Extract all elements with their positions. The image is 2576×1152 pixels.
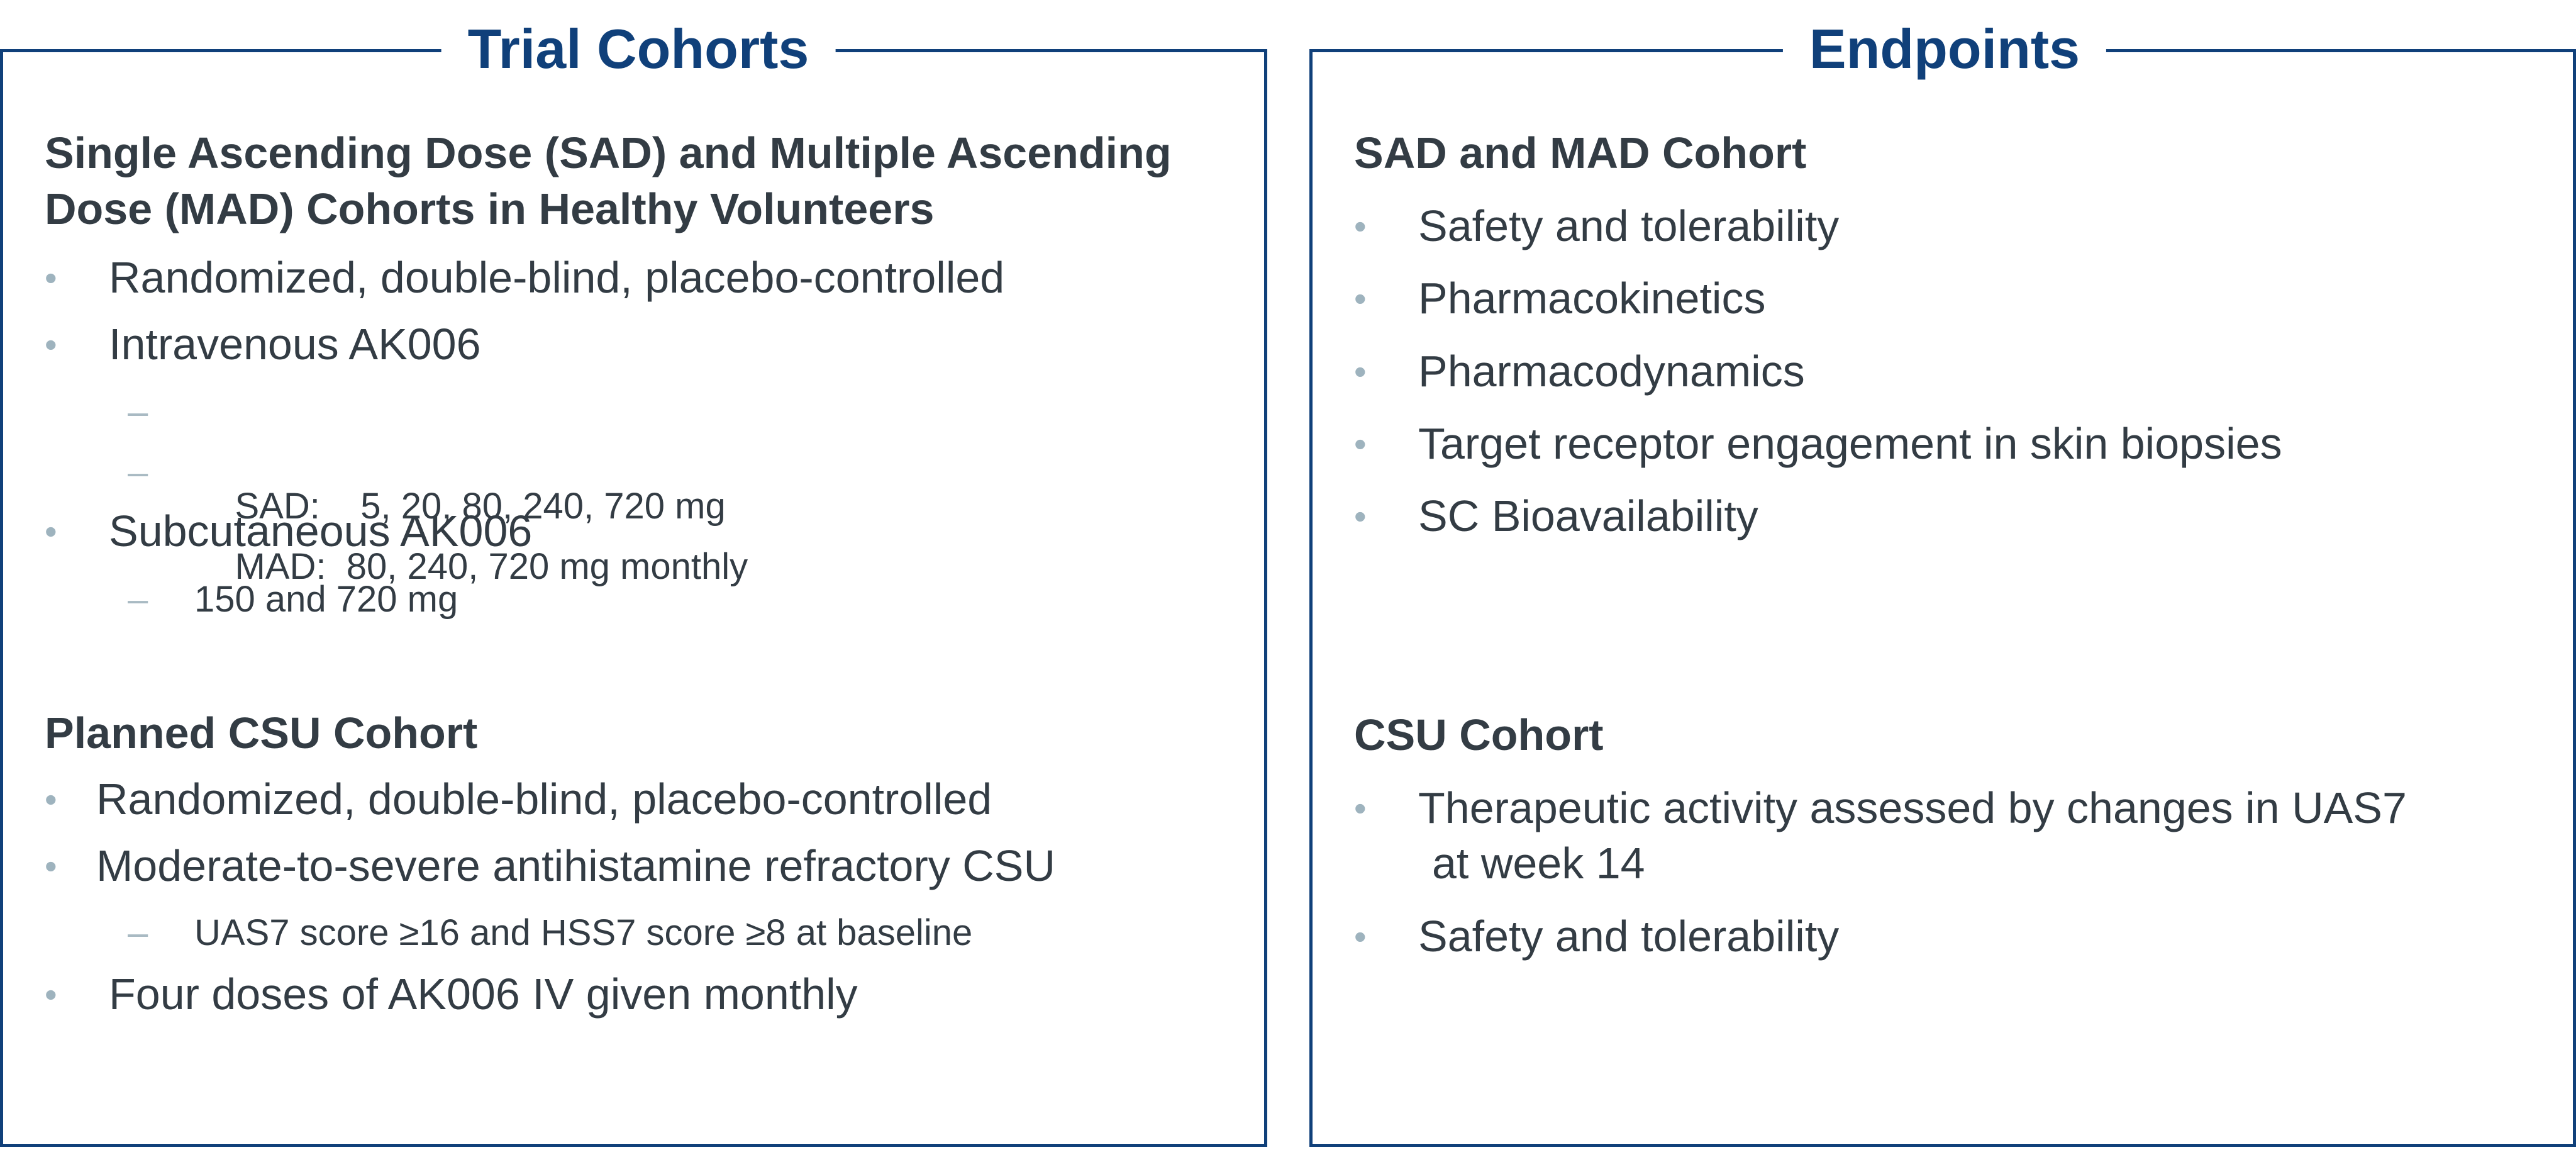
dash-icon: – (128, 391, 148, 432)
list-item-text: Pharmacokinetics (1418, 274, 1766, 323)
list-item-subcutaneous (45, 503, 532, 559)
csu-cohort-heading: CSU Cohort (1354, 710, 1604, 759)
bullet-icon: • (1354, 424, 1367, 464)
sad-mad-heading-line2: Dose (MAD) Cohorts in Healthy Volunteers (45, 184, 935, 233)
list-item-therapeutic-activity (1354, 780, 2407, 836)
list-item-csu-severity (45, 838, 1055, 894)
sad-mad-heading-line1: Single Ascending Dose (SAD) and Multiple Ascending (45, 128, 1172, 177)
dash-icon: – (128, 452, 148, 493)
list-item-csu-randomized (45, 771, 992, 827)
list-item-text: Therapeutic activity assessed by changes in UAS7 (1418, 783, 2407, 832)
trial-cohorts-panel (0, 18, 1267, 1147)
endpoints-panel (1309, 18, 2576, 1147)
bullet-icon: • (1354, 917, 1367, 956)
list-item-pk (1354, 271, 1765, 327)
bullet-icon: • (45, 325, 57, 364)
list-item-text: Safety and tolerability (1418, 912, 1840, 961)
planned-csu-heading: Planned CSU Cohort (45, 708, 478, 758)
list-item-csu-doses (45, 966, 858, 1022)
bullet-icon: • (1354, 206, 1367, 246)
bullet-icon: • (1354, 788, 1367, 828)
list-item-text: Randomized, double-blind, placebo-controlled (109, 253, 1005, 302)
list-item-text: SC Bioavailability (1418, 491, 1758, 540)
list-item-text: Moderate-to-severe antihistamine refractory CSU (96, 841, 1056, 890)
list-item-intravenous (45, 316, 481, 372)
bullet-icon: • (45, 975, 57, 1014)
sub-item-text: 150 and 720 mg (194, 579, 458, 620)
bullet-icon: • (45, 846, 57, 886)
list-item-text: Safety and tolerability (1418, 201, 1840, 250)
bullet-icon: • (1354, 279, 1367, 318)
list-item-text: Four doses of AK006 IV given monthly (109, 970, 858, 1019)
list-item-sc-bioavailability (1354, 488, 1758, 544)
list-item-text: Pharmacodynamics (1418, 347, 1805, 396)
sad-mad-cohort-heading: SAD and MAD Cohort (1354, 128, 1807, 177)
sub-item-text: UAS7 score ≥16 and HSS7 score ≥8 at baseline (194, 912, 973, 953)
endpoints-title: Endpoints (1783, 14, 2106, 84)
trial-cohorts-title: Trial Cohorts (441, 14, 836, 84)
sub-item-csu-scores (128, 909, 972, 956)
list-item-randomized (45, 250, 1004, 306)
list-item-text: Subcutaneous AK006 (109, 506, 533, 556)
list-item-csu-safety (1354, 909, 1839, 965)
list-item-text: Intravenous AK006 (109, 320, 481, 369)
bullet-icon: • (45, 258, 57, 298)
dash-icon: – (128, 912, 148, 953)
list-item-therapeutic-activity-cont: at week 14 (1432, 839, 1645, 888)
list-item-target-engagement (1354, 416, 2282, 472)
list-item-text: Target receptor engagement in skin biopsies (1418, 419, 2282, 468)
dash-icon: – (128, 579, 148, 620)
bullet-icon: • (1354, 352, 1367, 391)
sub-item-text: MAD: 80, 240, 720 mg monthly (235, 546, 748, 587)
bullet-icon: • (45, 780, 57, 819)
list-item-safety (1354, 198, 1839, 254)
sub-item-sc-doses (128, 576, 458, 623)
bullet-icon: • (45, 512, 57, 551)
list-item-pd (1354, 344, 1805, 400)
bullet-icon: • (1354, 496, 1367, 536)
list-item-text: Randomized, double-blind, placebo-controlled (96, 775, 992, 824)
sub-item-text: SAD: 5, 20, 80, 240, 720 mg (235, 486, 726, 527)
